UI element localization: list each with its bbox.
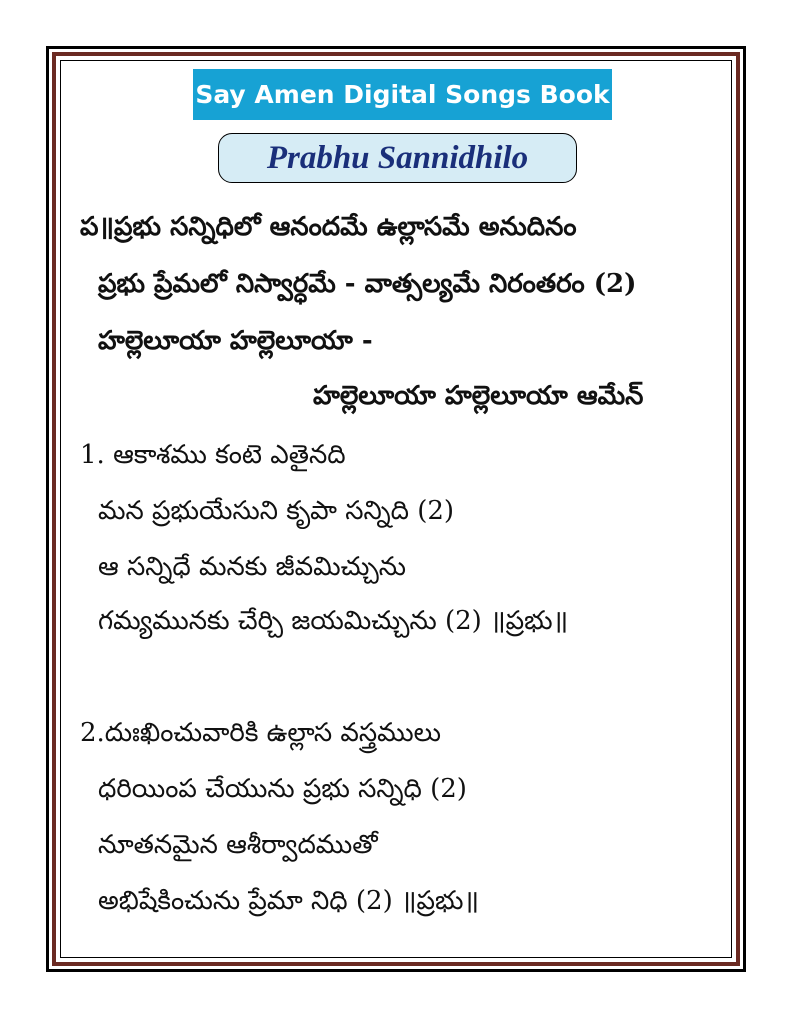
verse2-line-4: అభిషేకించును ప్రేమా నిధి (2) ॥ప్రభు॥ <box>98 886 480 916</box>
verse1-line-4: గమ్యమునకు చేర్చి జయమిచ్చును (2) ॥ప్రభు॥ <box>98 606 569 636</box>
book-banner: Say Amen Digital Songs Book <box>193 69 612 120</box>
chorus-line-1: ప॥ప్రభు సన్నిధిలో ఆనందమే ఉల్లాసమే అనుదినం <box>80 212 577 242</box>
verse1-line-3: ఆ సన్నిధే మనకు జీవమిచ్చును <box>98 552 407 582</box>
song-title: Prabhu Sannidhilo <box>266 140 529 176</box>
verse1-line-1: 1. ఆకాశము కంటె ఎతైనది <box>80 440 346 470</box>
verse2-line-2: ధరియింప చేయును ప్రభు సన్నిధి (2) <box>98 774 467 804</box>
verse1-line-2: మన ప్రభుయేసుని కృపా సన్నిది (2) <box>98 496 455 526</box>
verse2-line-1: 2.దుఃఖించువారికి ఉల్లాస వస్త్రములు <box>80 718 442 748</box>
chorus-line-4: హల్లెలూయా హల్లెలూయా ఆమేన్ <box>313 381 644 411</box>
verse2-line-3: నూతనమైన ఆశీర్వాదముతో <box>98 830 378 860</box>
chorus-line-2: ప్రభు ప్రేమలో నిస్వార్ధమే - వాత్సల్యమే నిరంతరం (2) <box>98 269 637 299</box>
chorus-line-3: హల్లెలూయా హల్లెలూయా - <box>98 326 373 356</box>
